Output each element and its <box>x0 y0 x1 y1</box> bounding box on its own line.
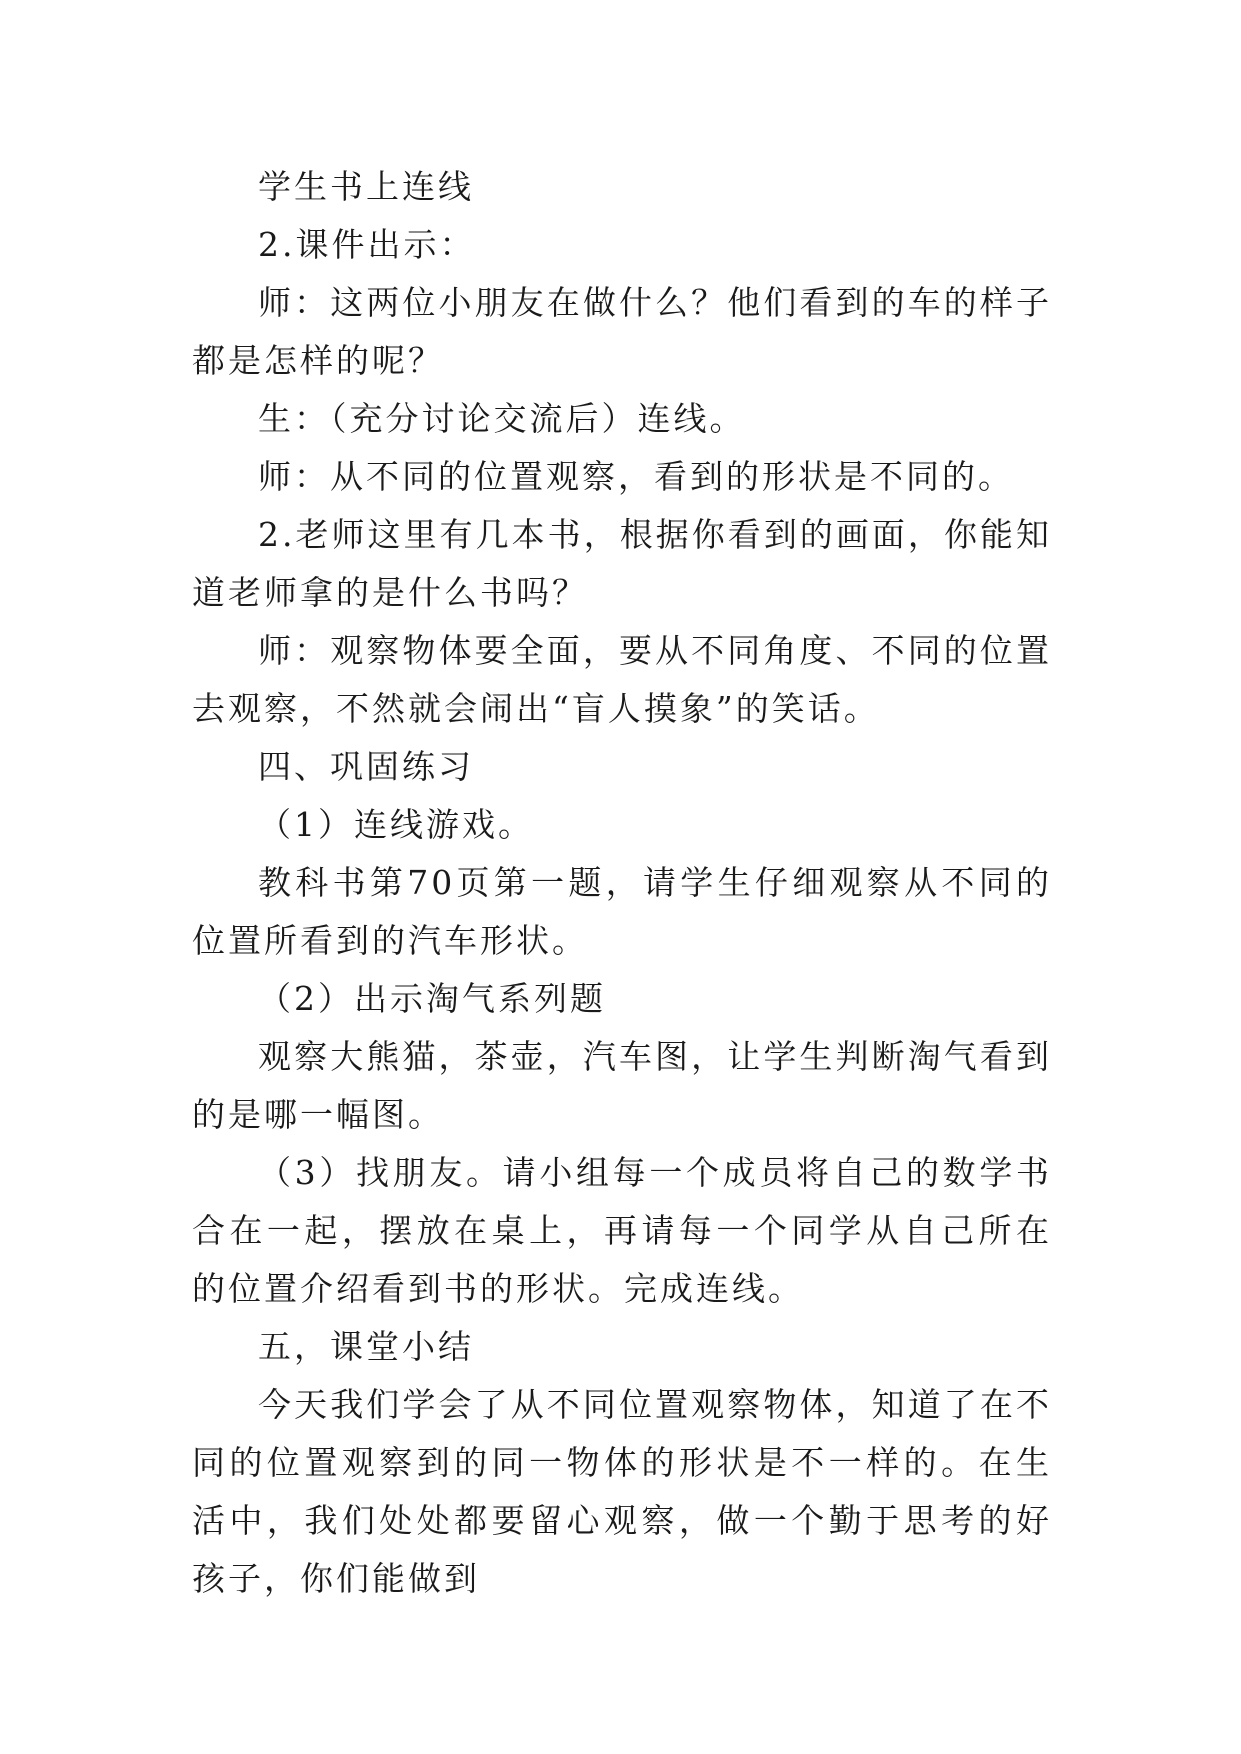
paragraph: 教科书第70页第一题，请学生仔细观察从不同的位置所看到的汽车形状。 <box>192 863 1052 960</box>
paragraph: 观察大熊猫，茶壶，汽车图，让学生判断淘气看到的是哪一幅图。 <box>192 1037 1052 1134</box>
paragraph: 师：从不同的位置观察，看到的形状是不同的。 <box>258 457 1014 496</box>
list-item: （3）找朋友。请小组每一个成员将自己的数学书合在一起，摆放在桌上，再请每一个同学从自己所在的位置介绍看到书的形状。完成连线。 <box>192 1153 1052 1308</box>
paragraph: 学生书上连线 <box>258 167 474 206</box>
section-heading: 五，课堂小结 <box>258 1327 474 1366</box>
paragraph: 师：观察物体要全面，要从不同角度、不同的位置去观察，不然就会闹出“盲人摸象”的笑话。 <box>192 631 1052 728</box>
list-item: （2）出示淘气系列题 <box>258 979 606 1018</box>
paragraph: 今天我们学会了从不同位置观察物体，知道了在不同的位置观察到的同一物体的形状是不一样的。在生活中，我们处处都要留心观察，做一个勤于思考的好孩子，你们能做到 <box>192 1385 1052 1598</box>
document-body <box>192 158 1052 1608</box>
paragraph: 生：（充分讨论交流后）连线。 <box>258 399 746 438</box>
paragraph: 师：这两位小朋友在做什么？他们看到的车的样子都是怎样的呢？ <box>192 283 1052 380</box>
paragraph: 2.课件出示： <box>258 225 476 264</box>
paragraph: 2.老师这里有几本书，根据你看到的画面，你能知道老师拿的是什么书吗？ <box>192 515 1052 612</box>
section-heading: 四、巩固练习 <box>258 747 474 786</box>
list-item: （1）连线游戏。 <box>258 805 534 844</box>
